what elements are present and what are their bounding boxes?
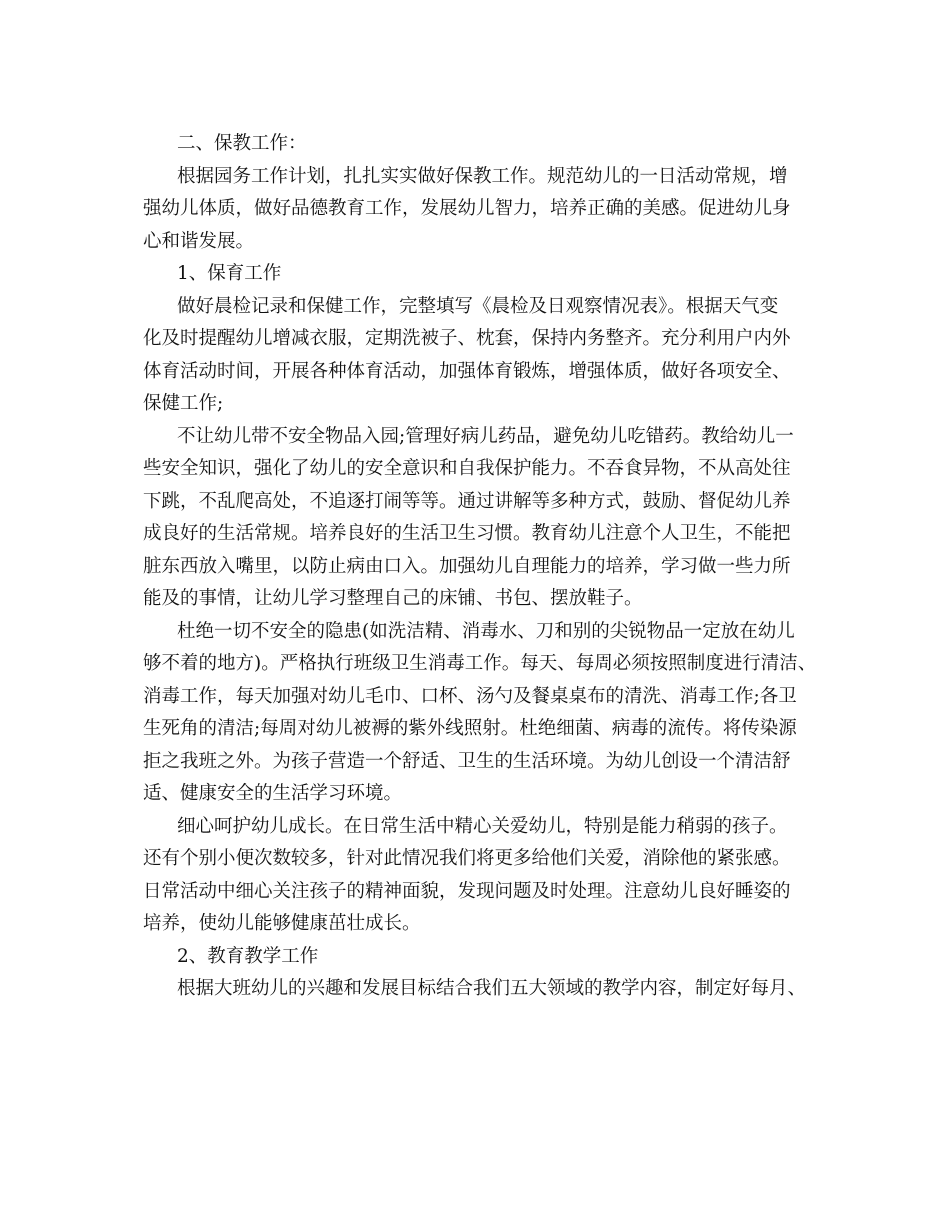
text-line: 1、保育工作 <box>177 263 282 284</box>
text-line: 2、教育教学工作 <box>177 945 319 967</box>
text-line: 还有个别小便次数较多，针对此情况我们将更多给他们关爱，消除他的紧张感。 <box>143 848 791 869</box>
text-line: 强幼儿体质，做好品德教育工作，发展幼儿智力，培养正确的美感。促进幼儿身 <box>143 198 791 219</box>
text-line: 细心呵护幼儿成长。在日常生活中精心关爱幼儿，特别是能力稍弱的孩子。 <box>177 815 788 837</box>
text-line: 二、保教工作： <box>177 133 307 154</box>
text-line: 保健工作; <box>143 393 224 414</box>
text-line: 拒之我班之外。为孩子营造一个舒适、卫生的生活环境。为幼儿创设一个清洁舒 <box>143 750 791 772</box>
text-line: 培养，使幼儿能够健康茁壮成长。 <box>143 913 421 934</box>
text-line: 体育活动时间，开展各种体育活动，加强体育锻炼，增强体质，做好各项安全、 <box>143 360 791 382</box>
text-line: 化及时提醒幼儿增减衣服，定期洗被子、枕套，保持内务整齐。充分利用户内外 <box>143 328 791 349</box>
text-line: 根据园务工作计划，扎扎实实做好保教工作。规范幼儿的一日活动常规，增 <box>177 165 788 187</box>
document-body <box>143 128 817 1006</box>
text-line: 心和谐发展。 <box>143 230 255 252</box>
text-line: 成良好的生活常规。培养良好的生活卫生习惯。教育幼儿注意个人卫生，不能把 <box>143 523 791 544</box>
text-line: 不让幼儿带不安全物品入园;管理好病儿药品，避免幼儿吃错药。教给幼儿一 <box>177 425 794 447</box>
text-line: 下跳，不乱爬高处，不追逐打闹等等。通过讲解等多种方式，鼓励、督促幼儿养 <box>143 490 791 512</box>
text-line: 消毒工作，每天加强对幼儿毛巾、口杯、汤勺及餐桌桌布的清洗、消毒工作;各卫 <box>143 685 797 707</box>
text-line: 做好晨检记录和保健工作，完整填写《晨检及日观察情况表》。根据天气变 <box>177 295 779 317</box>
text-line: 生死角的清洁;每周对幼儿被褥的紫外线照射。杜绝细菌、病毒的流传。将传染源 <box>143 718 797 739</box>
text-line: 日常活动中细心关注孩子的精神面貌，发现问题及时处理。注意幼儿良好睡姿的 <box>143 880 791 902</box>
text-line: 脏东西放入嘴里，以防止病由口入。加强幼儿自理能力的培养，学习做一些力所 <box>143 555 791 577</box>
text-line: 能及的事情，让幼儿学习整理自己的床铺、书包、摆放鞋子。 <box>143 588 643 609</box>
text-line: 根据大班幼儿的兴趣和发展目标结合我们五大领域的教学内容，制定好每月、 <box>177 978 807 999</box>
text-line: 些安全知识，强化了幼儿的安全意识和自我保护能力。不吞食异物，不从高处往 <box>143 458 791 479</box>
text-line: 够不着的地方)。严格执行班级卫生消毒工作。每天、每周必须按照制度进行清洁、 <box>143 653 817 674</box>
text-line: 杜绝一切不安全的隐患(如洗洁精、消毒水、刀和别的尖锐物品一定放在幼儿 <box>177 620 795 642</box>
text-line: 适、健康安全的生活学习环境。 <box>143 783 403 804</box>
